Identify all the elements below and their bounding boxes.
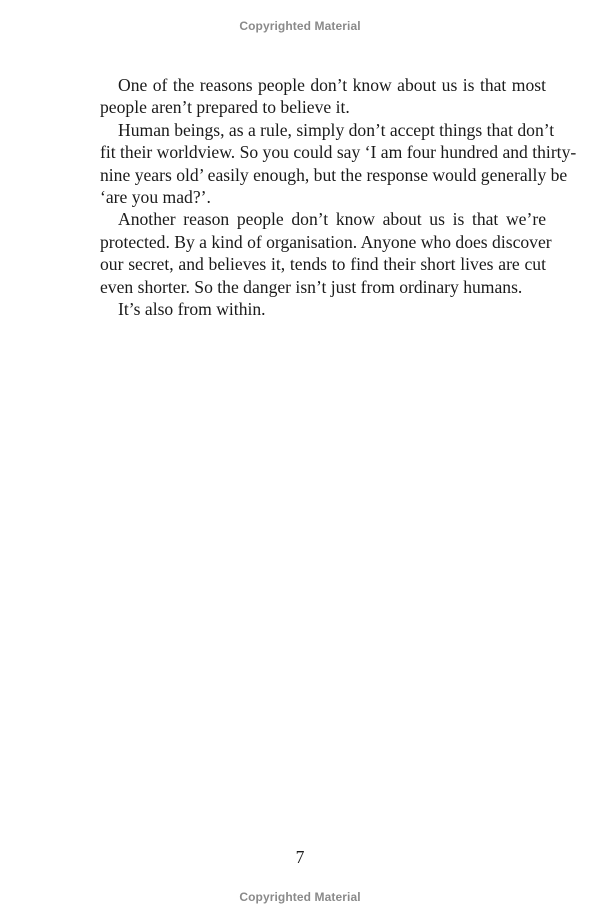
paragraph-4: [82, 298, 546, 320]
text-line: people aren’t prepared to believe it.: [100, 97, 350, 118]
text-line: protected. By a kind of organisation. Anyone who does discover: [100, 231, 552, 252]
body-text: [82, 74, 577, 320]
page-number: 7: [295, 847, 305, 867]
text-line: It’s also from within.: [118, 298, 266, 319]
paragraph-3: [82, 208, 552, 298]
text-line: ‘are you mad?’.: [100, 186, 211, 207]
text-line: fit their worldview. So you could say ‘I am four hundred and thirty-: [100, 142, 577, 163]
text-line: even shorter. So the danger isn’t just from ordinary humans.: [100, 276, 523, 297]
copyright-watermark-bottom: Copyrighted Material: [239, 890, 361, 904]
text-line: our secret, and believes it, tends to find their short lives are cut: [100, 254, 546, 275]
paragraph-2: [82, 119, 577, 209]
text-line: Human beings, as a rule, simply don’t accept things that don’t: [118, 119, 555, 140]
paragraph-1: [82, 74, 546, 119]
copyright-watermark-top: Copyrighted Material: [239, 19, 361, 33]
text-line: Another reason people don’t know about us is that we’re: [118, 209, 546, 230]
text-line: nine years old’ easily enough, but the response would generally be: [100, 164, 568, 185]
text-line: One of the reasons people don’t know about us is that most: [118, 75, 546, 95]
